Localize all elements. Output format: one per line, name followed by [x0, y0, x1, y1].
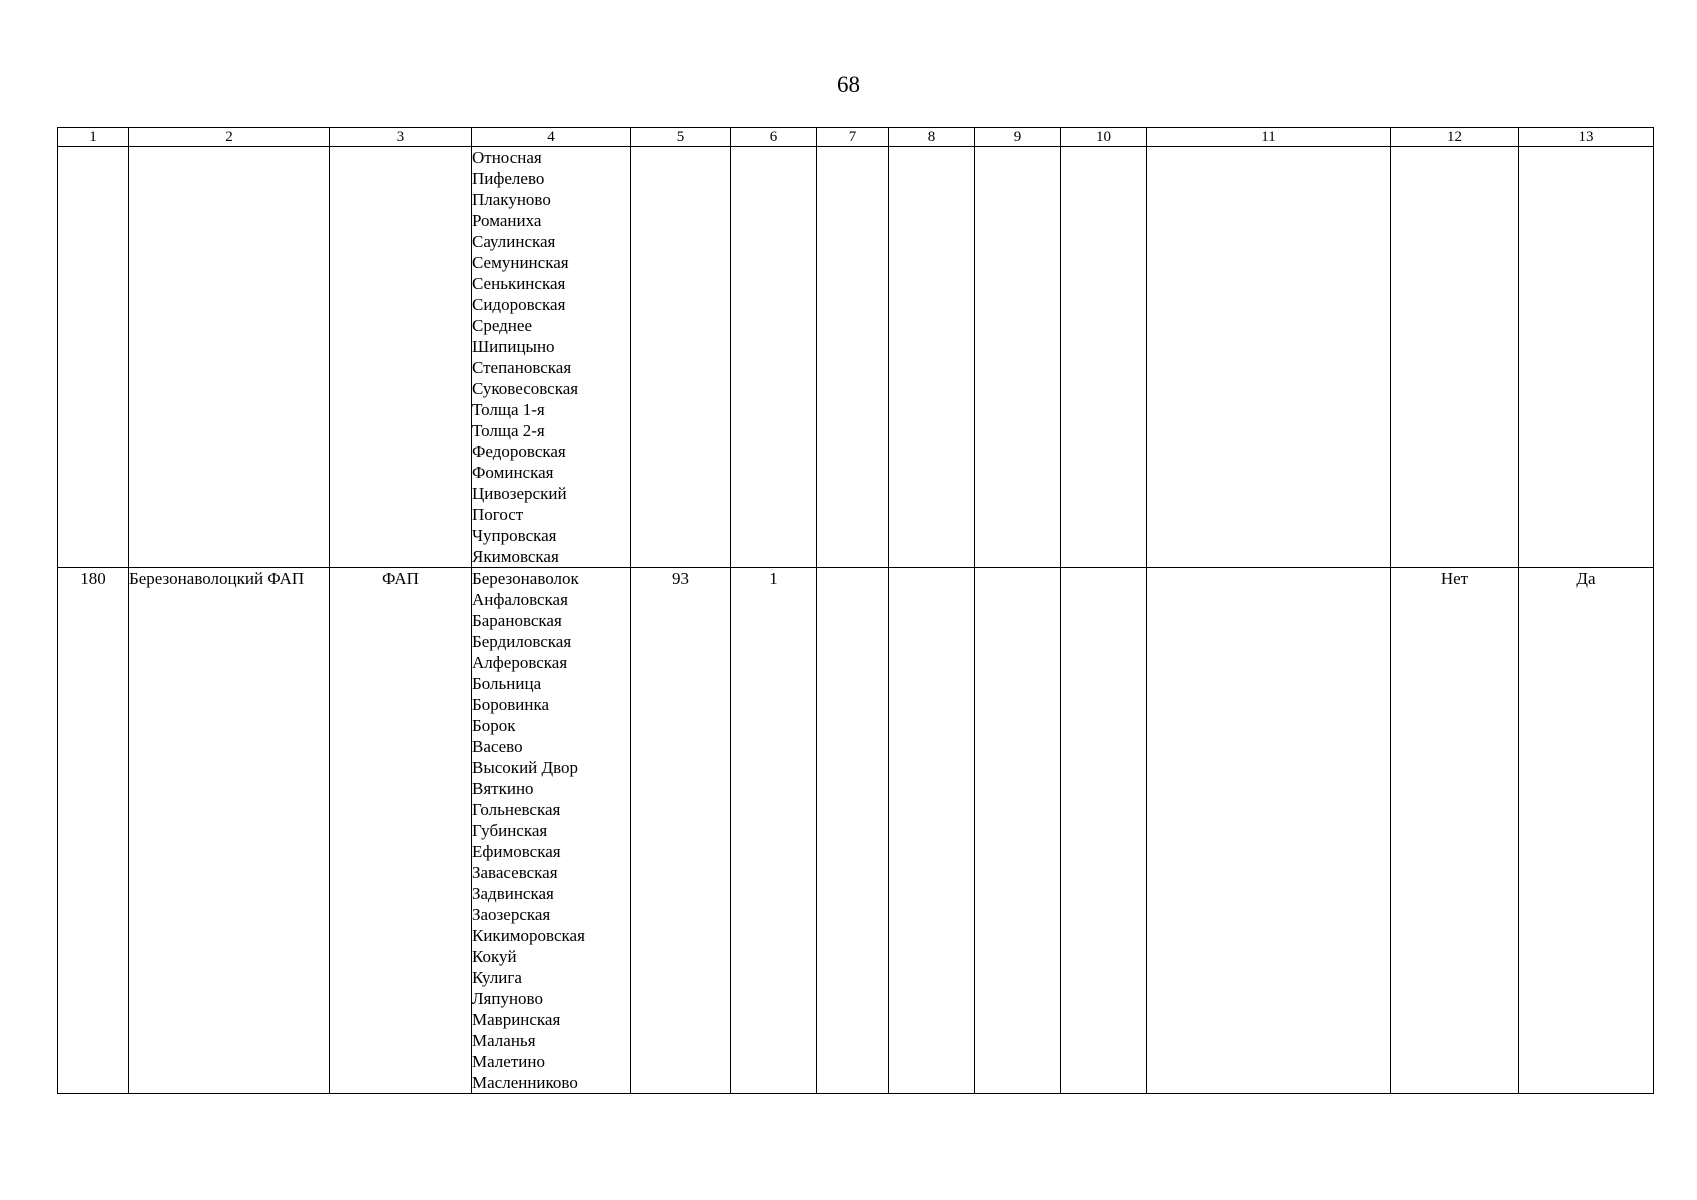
- settlement-name: Больница: [472, 674, 542, 693]
- column-header: 9: [975, 128, 1061, 147]
- cell-col10: [1061, 568, 1147, 1094]
- cell-settlements: [472, 147, 631, 568]
- header-row: [58, 128, 1654, 147]
- settlement-name: Губинская: [472, 821, 548, 840]
- cell-col11: [1147, 568, 1391, 1094]
- settlement-name: Васево: [472, 737, 523, 756]
- cell-col6: [731, 147, 817, 568]
- cell-settlements: [472, 568, 631, 1094]
- settlement-name: Кикиморовская: [472, 926, 585, 945]
- settlement-name: Гольневская: [472, 800, 561, 819]
- settlement-name: Якимовская: [472, 547, 559, 566]
- column-header: 6: [731, 128, 817, 147]
- settlement-name: Толща 1-я: [472, 400, 545, 419]
- settlement-name: Относная: [472, 148, 542, 167]
- table-row: [58, 568, 1654, 1094]
- cell-type: ФАП: [330, 568, 472, 1094]
- settlement-name: Пифелево: [472, 169, 545, 188]
- cell-col11: [1147, 147, 1391, 568]
- cell-col5: 93: [631, 568, 731, 1094]
- settlement-name: Завасевская: [472, 863, 558, 882]
- cell-number: [58, 147, 129, 568]
- data-table: [57, 127, 1654, 1094]
- settlement-name: Ефимовская: [472, 842, 561, 861]
- cell-col9: [975, 568, 1061, 1094]
- settlement-name: Борок: [472, 716, 516, 735]
- settlement-name: Сидоровская: [472, 295, 566, 314]
- settlement-name: Боровинка: [472, 695, 550, 714]
- settlement-name: Толща 2-я: [472, 421, 545, 440]
- settlement-name: Вяткино: [472, 779, 534, 798]
- settlement-name: Саулинская: [472, 232, 556, 251]
- settlement-name: Анфаловская: [472, 590, 568, 609]
- cell-name: [129, 147, 330, 568]
- cell-col5: [631, 147, 731, 568]
- table-row: [58, 147, 1654, 568]
- settlement-name: Суковесовская: [472, 379, 579, 398]
- settlement-name: Высокий Двор: [472, 758, 579, 777]
- settlement-name: Малетино: [472, 1052, 545, 1071]
- cell-col8: [889, 147, 975, 568]
- cell-col13: [1519, 147, 1654, 568]
- settlement-name: Погост: [472, 505, 524, 524]
- settlement-name: Барановская: [472, 611, 562, 630]
- settlement-name: Кокуй: [472, 947, 517, 966]
- page-number: 68: [837, 72, 860, 97]
- settlement-name: Фоминская: [472, 463, 554, 482]
- column-header: 11: [1147, 128, 1391, 147]
- cell-name: Березонаволоцкий ФАП: [129, 568, 330, 1094]
- settlement-name: Мавринская: [472, 1010, 561, 1029]
- cell-col12: [1391, 147, 1519, 568]
- settlement-name: Березонаволок: [472, 569, 579, 588]
- settlement-name: Алферовская: [472, 653, 568, 672]
- settlement-name: Среднее: [472, 316, 532, 335]
- cell-col10: [1061, 147, 1147, 568]
- settlement-name: Маланья: [472, 1031, 536, 1050]
- column-header: 7: [817, 128, 889, 147]
- settlement-name: Бердиловская: [472, 632, 572, 651]
- cell-number: 180: [58, 568, 129, 1094]
- cell-col7: [817, 147, 889, 568]
- column-header: 4: [472, 128, 631, 147]
- cell-col12: Нет: [1391, 568, 1519, 1094]
- column-header: 8: [889, 128, 975, 147]
- cell-col7: [817, 568, 889, 1094]
- settlement-name: Заозерская: [472, 905, 551, 924]
- cell-col8: [889, 568, 975, 1094]
- cell-type: [330, 147, 472, 568]
- column-header: 2: [129, 128, 330, 147]
- settlement-name: Задвинская: [472, 884, 554, 903]
- column-header: 12: [1391, 128, 1519, 147]
- settlement-name: Семунинская: [472, 253, 569, 272]
- settlement-name: Сенькинская: [472, 274, 566, 293]
- settlement-name: Ляпуново: [472, 989, 543, 1008]
- cell-col6: 1: [731, 568, 817, 1094]
- cell-col9: [975, 147, 1061, 568]
- column-header: 1: [58, 128, 129, 147]
- settlement-name: Романиха: [472, 211, 542, 230]
- settlement-name: Чупровская: [472, 526, 557, 545]
- settlement-name: Масленниково: [472, 1073, 578, 1092]
- column-header: 13: [1519, 128, 1654, 147]
- settlement-name: Кулига: [472, 968, 522, 987]
- column-header: 3: [330, 128, 472, 147]
- column-header: 10: [1061, 128, 1147, 147]
- settlement-name: Шипицыно: [472, 337, 555, 356]
- settlement-name: Плакуново: [472, 190, 551, 209]
- settlement-name: Цивозерский: [472, 484, 567, 503]
- cell-col13: Да: [1519, 568, 1654, 1094]
- settlement-name: Степановская: [472, 358, 572, 377]
- settlement-name: Федоровская: [472, 442, 566, 461]
- column-header: 5: [631, 128, 731, 147]
